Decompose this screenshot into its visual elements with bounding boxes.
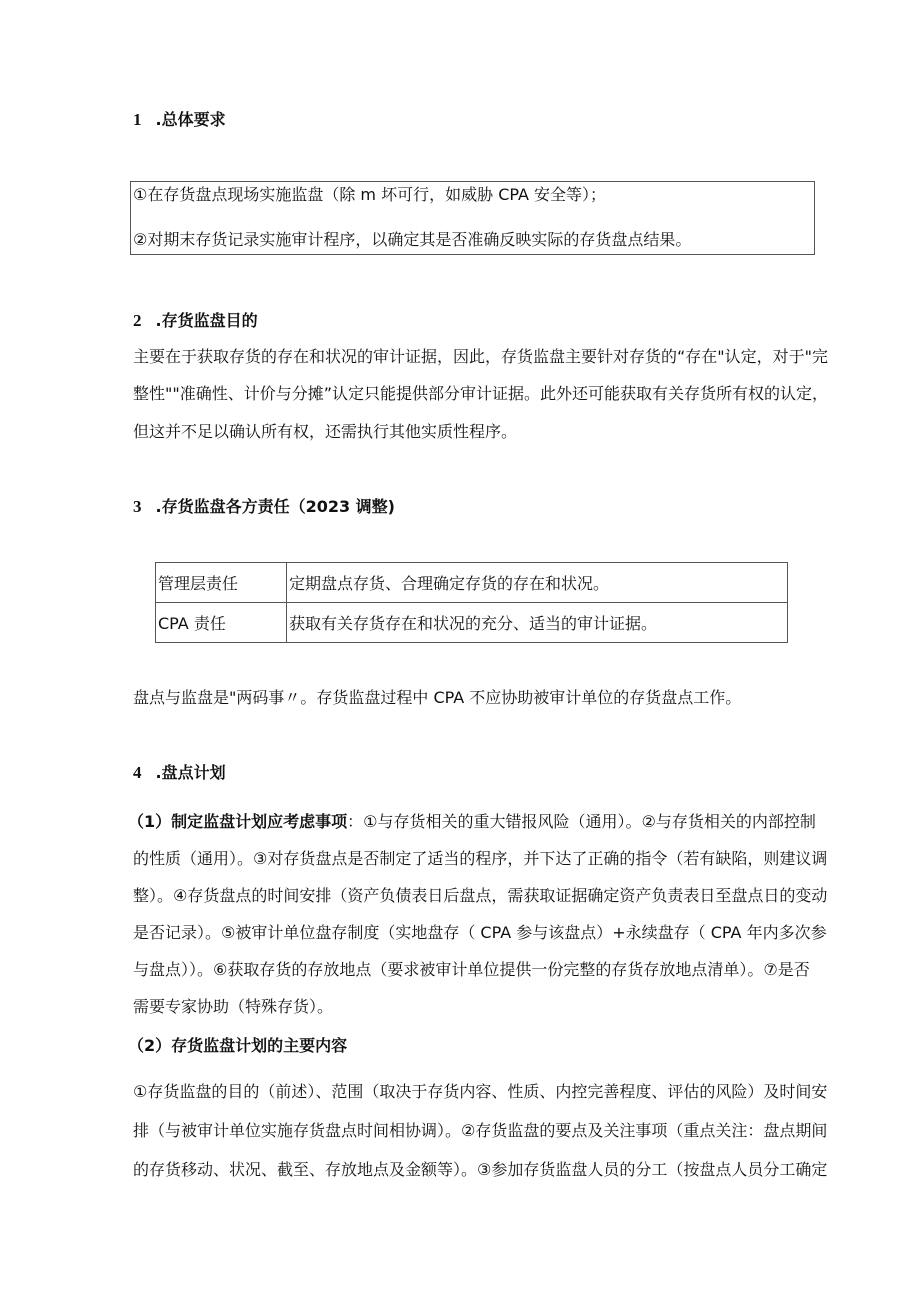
section-title: .总体要求	[155, 110, 226, 129]
section-4-heading	[133, 763, 226, 783]
table-row	[156, 603, 788, 643]
paragraph-line: ①存货监盘的目的（前述）、范围（取决于存货内容、性质、内控完善程度、评估的风险）及时间安	[133, 1082, 828, 1101]
section-title: .盘点计划	[155, 763, 226, 782]
table-cell: 管理层责任	[156, 563, 287, 603]
paragraph-line: 与盘点））。⑥获取存货的存放地点（要求被审计单位提供一份完整的存货存放地点清单）。⑦是否	[133, 960, 810, 979]
paragraph-line: 但这并不足以确认所有权，还需执行其他实质性程序。	[133, 422, 518, 441]
paragraph-line: 排（与被审计单位实施存货盘点时间相协调）。②存货监盘的要点及关注事项（重点关注：盘点期间	[133, 1121, 828, 1140]
paragraph-line: 主要在于获取存货的存在和状况的审计证据，因此，存货监盘主要针对存货的“存在"认定，对于"完	[133, 347, 829, 366]
paragraph-line: 的性质（通用）。③对存货盘点是否制定了适当的程序，并下达了正确的指令（若有缺陷，则建议调	[133, 849, 828, 868]
table-cell: 获取有关存货存在和状况的充分、适当的审计证据。	[287, 603, 788, 643]
section-title: .存货监盘目的	[155, 311, 258, 330]
subsection-1-title: （1）制定监盘计划应考虑事项	[128, 812, 348, 831]
paragraph-line: 整性""准确性、计价与分摊”认定只能提供部分审计证据。此外还可能获取有关存货所有权的认定，	[133, 384, 829, 403]
section-number: 2	[133, 311, 142, 330]
subsection-2-title: （2）存货监盘计划的主要内容	[128, 1036, 348, 1055]
paragraph-line: 整）。④存货盘点的时间安排（资产负债表日后盘点，需获取证据确定资产负责表日至盘点日的变动	[133, 886, 828, 905]
section-2-heading	[133, 311, 258, 331]
table-cell: 定期盘点存货、合理确定存货的存在和状况。	[287, 563, 788, 603]
requirement-1: ①在存货盘点现场实施监盘（除 m 坏可行，如威胁 CPA 安全等）；	[133, 185, 607, 204]
requirement-2: ②对期末存货记录实施审计程序，以确定其是否准确反映实际的存货盘点结果。	[133, 230, 692, 249]
paragraph-line: 是否记录）。⑤被审计单位盘存制度（实地盘存（ CPA 参与该盘点）+永续盘存（ CPA 年内多次参	[133, 923, 827, 942]
table-row	[156, 563, 788, 603]
paragraph-line: 的存货移动、状况、截至、存放地点及金额等）。③参加存货监盘人员的分工（按盘点人员分工确定	[133, 1160, 828, 1179]
table-cell: CPA 责任	[156, 603, 287, 643]
section-number: 1	[133, 110, 142, 129]
section-number: 4	[133, 763, 142, 782]
subsection-1-line	[128, 812, 816, 832]
section-title: .存货监盘各方责任（2023 调整)	[155, 497, 395, 516]
note-text: 盘点与监盘是"两码事〃。存货监盘过程中 CPA 不应协助被审计单位的存货盘点工作。	[133, 688, 742, 707]
responsibility-table	[155, 562, 788, 643]
section-1-heading	[133, 110, 226, 130]
paragraph-line: ：①与存货相关的重大错报风险（通用）。②与存货相关的内部控制	[347, 812, 816, 831]
paragraph-line: 需要专家协助（特殊存货）。	[133, 997, 334, 1016]
section-3-heading	[133, 497, 395, 517]
section-number: 3	[133, 497, 142, 516]
